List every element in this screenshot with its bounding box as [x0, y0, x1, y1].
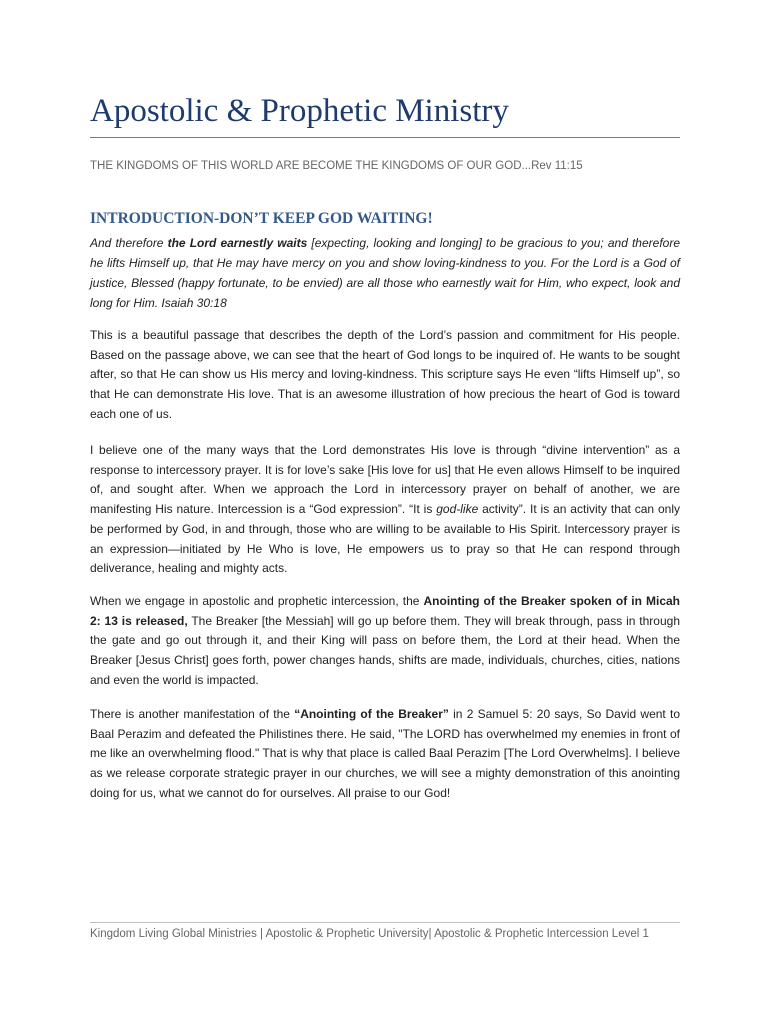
paragraph-2-italic: god-like	[436, 502, 479, 517]
paragraph-3-text-2: The Breaker [the Messiah] will go up before them. They will break through, pass in through the gate and go out through it, and their King will pass on before them, the Lord at their head. When the Breaker [Jesus Christ] goes forth, power changes hands, shifts are made, individuals, churches, cities, nations and even the world is impacted.	[90, 613, 680, 687]
paragraph-4	[90, 705, 680, 804]
document-title: Apostolic & Prophetic Ministry	[90, 93, 509, 129]
paragraph-3-text-1: When we engage in apostolic and prophetic intercession, the	[90, 594, 424, 608]
paragraph-3-bold: Anointing of the Breaker spoken of in Micah 2: 13 is released,	[90, 594, 681, 628]
paragraph-4-text-2: in 2 Samuel 5: 20 says, So David went to Baal Perazim and defeated the Philistines there. He said, "The LORD has overwhelmed my enemies in front of me like an overwhelming flood." That is why that place is called Baal Perazim [The Lord Overwhelms]. I believe as we release corporate strategic prayer in our churches, we will see a mighty demonstration of this anointing doing for us, what we cannot do for ourselves. All praise to our God!	[90, 707, 681, 800]
paragraph-2	[90, 441, 680, 579]
paragraph-3	[90, 592, 680, 691]
scripture-quote	[90, 233, 680, 313]
document-subtitle: THE KINGDOMS OF THIS WORLD ARE BECOME THE KINGDOMS OF OUR GOD...Rev 11:15	[90, 160, 583, 172]
section-heading: INTRODUCTION-DON’T KEEP GOD WAITING!	[90, 210, 433, 227]
paragraph-4-bold: “Anointing of the Breaker”	[294, 707, 449, 721]
paragraph-1: This is a beautiful passage that describes the depth of the Lord’s passion and commitment for His people. Based on the passage above, we can see that the heart of God longs to be inquired of. He wants to be sought after, so that He can show us His mercy and loving-kindness. This scripture says He even “lifts Himself up”, so that He can demonstrate His love. That is an awesome illustration of how precious the heart of God is toward each one of us.	[90, 328, 680, 421]
verse-emphasis: the Lord earnestly waits	[167, 236, 308, 250]
paragraph-2-text-2: activity”. It is an activity that can only be performed by God, in and through, those who are willing to be available to His Spirit. Intercessory prayer is an expression—initiated by He Who is love, He empowers us to pray so that He can respond through deliverance, healing and mighty acts.	[90, 502, 680, 576]
title-divider	[90, 137, 680, 138]
verse-text-1: And therefore	[90, 236, 168, 250]
paragraph-4-text-1: There is another manifestation of the	[90, 707, 295, 721]
paragraph-2-text-1: I believe one of the many ways that the Lord demonstrates His love is through “divine intervention” as a response to intercessory prayer. It is for love’s sake [His love for us] that He even allows Himself to be inquired of, and sought after. When we approach the Lord in intercessory prayer on behalf of another, we are manifesting His nature. Intercession is a “God expression”. “It is	[90, 443, 680, 517]
footer-divider	[90, 922, 680, 923]
verse-text-2: [expecting, looking and longing] to be gracious to you; and therefore he lifts Himself up, that He may have mercy on you and show loving-kindness to you. For the Lord is a God of justice, Blessed (happy fortunate, to be envied) are all those who earnestly wait for Him, who expect, look and long for Him. Isaiah 30:18	[90, 236, 680, 310]
page-footer: Kingdom Living Global Ministries | Apostolic & Prophetic University| Apostolic & Prophetic Intercession Level 1	[90, 928, 649, 940]
